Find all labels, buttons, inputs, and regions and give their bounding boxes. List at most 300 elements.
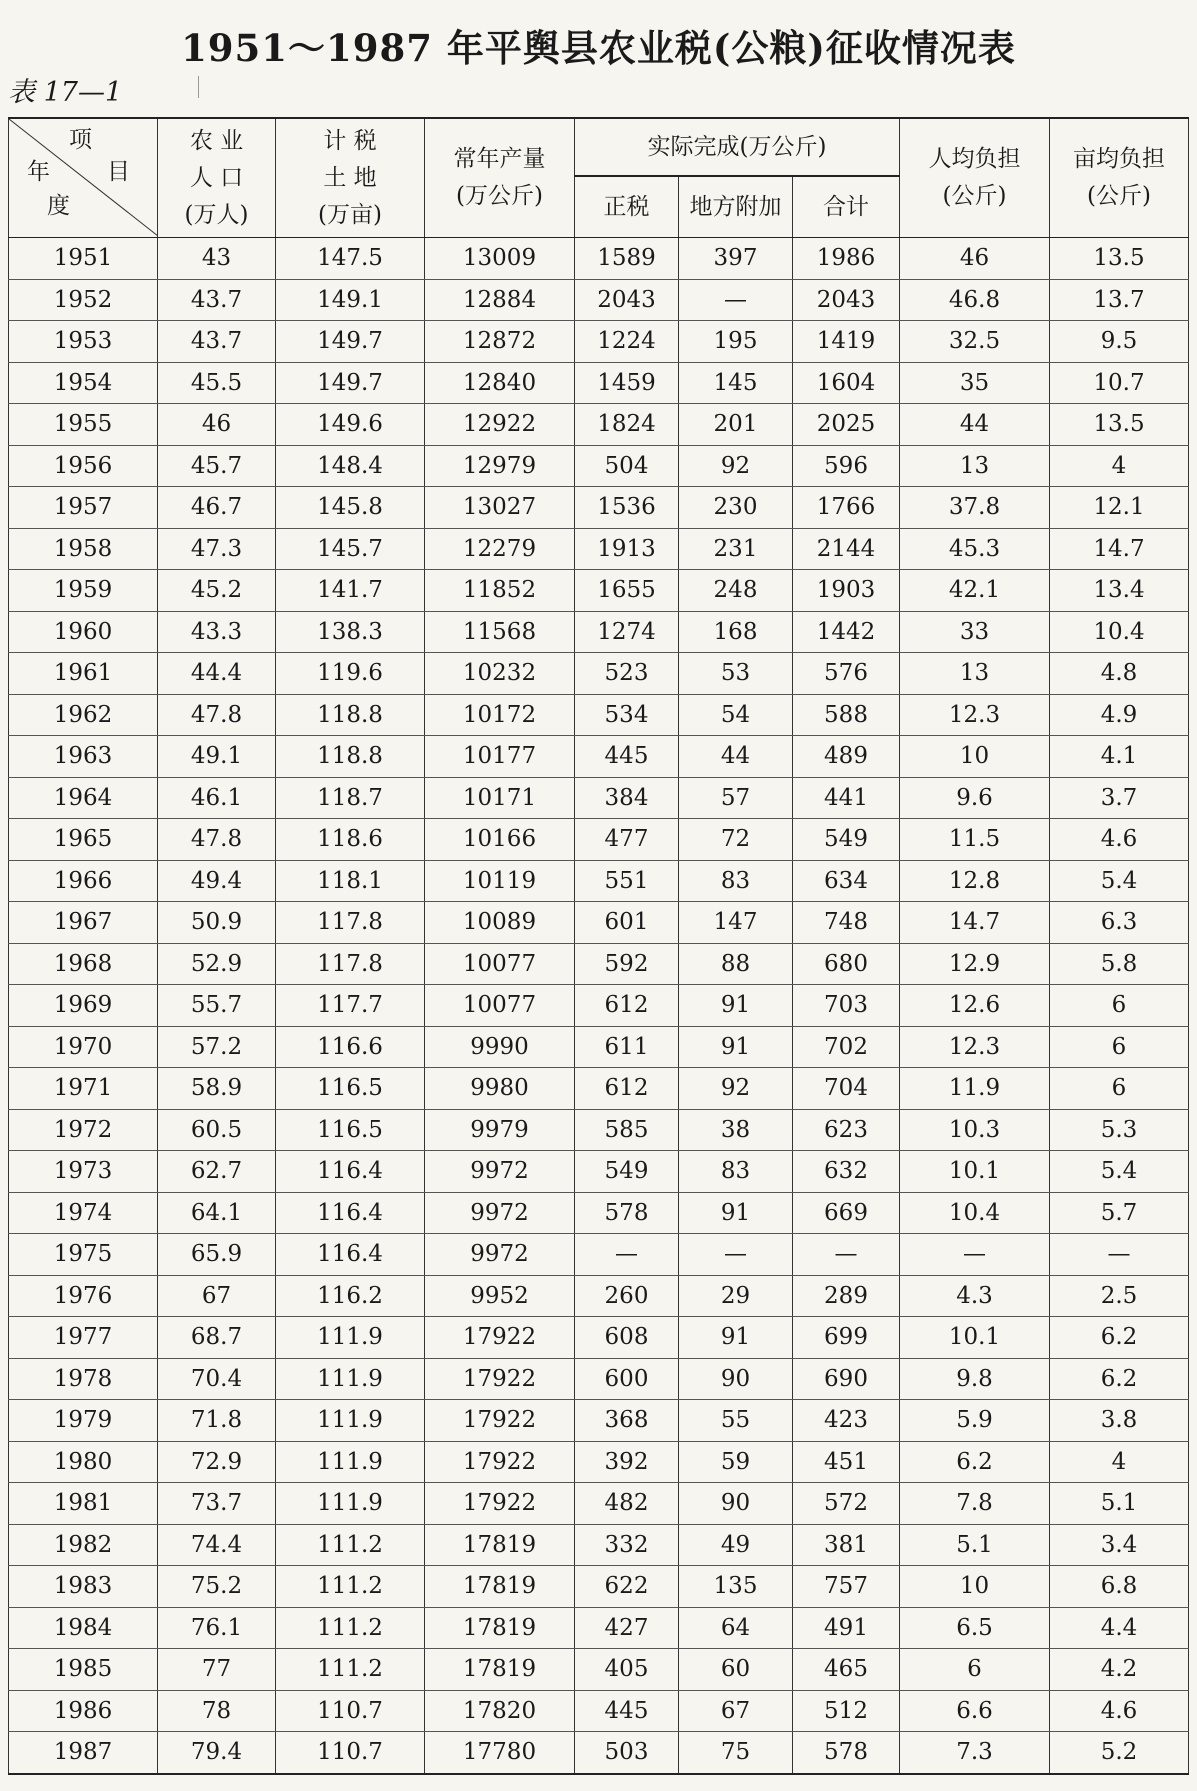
table-row [9,404,1189,446]
cell-per-capita: 45.3 [900,528,1050,570]
cell-total: 1766 [793,487,900,529]
cell-per-capita: 7.8 [900,1483,1050,1525]
cell-taxable-land: 111.9 [276,1400,425,1442]
table-row [9,902,1189,944]
cell-annual-output: 17922 [425,1441,575,1483]
cell-taxable-land: 116.4 [276,1151,425,1193]
cell-total: 381 [793,1524,900,1566]
cell-annual-output: 10232 [425,653,575,695]
header-per-capita-unit: (公斤) [942,183,1007,209]
cell-per-mu: 14.7 [1050,528,1189,570]
cell-per-capita: 46.8 [900,279,1050,321]
cell-per-mu: 3.7 [1050,777,1189,819]
table-row [9,985,1189,1027]
table-row [9,819,1189,861]
cell-main-tax: 585 [575,1109,679,1151]
cell-annual-output: 9979 [425,1109,575,1151]
header-per-capita-line1: 人均负担 [928,146,1021,172]
cell-local-surcharge: 88 [679,943,793,985]
cell-local-surcharge: 248 [679,570,793,612]
cell-year: 1977 [9,1317,158,1359]
cell-local-surcharge: 83 [679,860,793,902]
cell-main-tax: 523 [575,653,679,695]
cell-year: 1965 [9,819,158,861]
table-row [9,1068,1189,1110]
cell-local-surcharge: 59 [679,1441,793,1483]
cell-annual-output: 10077 [425,985,575,1027]
cell-year: 1971 [9,1068,158,1110]
cell-annual-output: 9980 [425,1068,575,1110]
cell-year: 1975 [9,1234,158,1276]
cell-local-surcharge: 54 [679,694,793,736]
cell-year: 1960 [9,611,158,653]
cell-annual-output: 11568 [425,611,575,653]
cell-taxable-land: 116.5 [276,1109,425,1151]
cell-taxable-land: 111.2 [276,1649,425,1691]
cell-main-tax: 600 [575,1358,679,1400]
cell-annual-output: 12884 [425,279,575,321]
cell-main-tax: 549 [575,1151,679,1193]
cell-main-tax: 1589 [575,238,679,280]
table-row [9,570,1189,612]
cell-taxable-land: 111.2 [276,1524,425,1566]
table-row [9,860,1189,902]
cell-population: 62.7 [158,1151,276,1193]
table-row [9,1358,1189,1400]
cell-per-capita: 10.4 [900,1192,1050,1234]
cell-per-mu: 13.4 [1050,570,1189,612]
cell-population: 71.8 [158,1400,276,1442]
cell-local-surcharge: — [679,1234,793,1276]
cell-local-surcharge: 90 [679,1358,793,1400]
cell-taxable-land: 110.7 [276,1732,425,1774]
cell-total: 512 [793,1690,900,1732]
cell-taxable-land: 118.7 [276,777,425,819]
cell-main-tax: 332 [575,1524,679,1566]
cell-per-capita: 12.9 [900,943,1050,985]
table-row [9,1400,1189,1442]
cell-total: — [793,1234,900,1276]
cell-per-capita: 10 [900,1566,1050,1608]
cell-main-tax: 608 [575,1317,679,1359]
cell-local-surcharge: 397 [679,238,793,280]
cell-local-surcharge: 135 [679,1566,793,1608]
cell-population: 74.4 [158,1524,276,1566]
table-row [9,1441,1189,1483]
cell-taxable-land: 138.3 [276,611,425,653]
cell-population: 50.9 [158,902,276,944]
cell-total: 2025 [793,404,900,446]
cell-total: 704 [793,1068,900,1110]
cell-population: 79.4 [158,1732,276,1774]
cell-main-tax: 427 [575,1607,679,1649]
cell-local-surcharge: 147 [679,902,793,944]
cell-per-mu: 5.8 [1050,943,1189,985]
header-per-capita [900,118,1050,238]
cell-population: 49.4 [158,860,276,902]
cell-year: 1955 [9,404,158,446]
cell-annual-output: 10089 [425,902,575,944]
cell-population: 52.9 [158,943,276,985]
header-total: 合计 [793,176,900,238]
cell-main-tax: — [575,1234,679,1276]
table-row [9,1690,1189,1732]
cell-local-surcharge: 67 [679,1690,793,1732]
cell-per-mu: 6.3 [1050,902,1189,944]
cell-per-capita: 32.5 [900,321,1050,363]
cell-per-mu: 2.5 [1050,1275,1189,1317]
cell-population: 72.9 [158,1441,276,1483]
cell-per-capita: — [900,1234,1050,1276]
cell-per-mu: 4.6 [1050,1690,1189,1732]
cell-taxable-land: 116.2 [276,1275,425,1317]
cell-annual-output: 9952 [425,1275,575,1317]
cell-taxable-land: 111.9 [276,1441,425,1483]
cell-per-mu: 4.2 [1050,1649,1189,1691]
cell-taxable-land: 117.8 [276,902,425,944]
cell-main-tax: 612 [575,1068,679,1110]
cell-per-capita: 10.1 [900,1317,1050,1359]
table-row [9,611,1189,653]
cell-year: 1979 [9,1400,158,1442]
cell-per-mu: 9.5 [1050,321,1189,363]
cell-main-tax: 384 [575,777,679,819]
cell-main-tax: 477 [575,819,679,861]
cell-taxable-land: 111.2 [276,1566,425,1608]
table-row [9,1732,1189,1774]
cell-total: 1604 [793,362,900,404]
cell-total: 289 [793,1275,900,1317]
cell-total: 596 [793,445,900,487]
cell-total: 757 [793,1566,900,1608]
cell-per-capita: 13 [900,653,1050,695]
cell-total: 489 [793,736,900,778]
cell-year: 1974 [9,1192,158,1234]
cell-per-mu: 6 [1050,985,1189,1027]
cell-local-surcharge: 38 [679,1109,793,1151]
corner-header [9,118,158,238]
table-row [9,1566,1189,1608]
cell-total: 588 [793,694,900,736]
cell-annual-output: 12872 [425,321,575,363]
cell-main-tax: 601 [575,902,679,944]
cell-main-tax: 592 [575,943,679,985]
cell-local-surcharge: 91 [679,985,793,1027]
table-row [9,1192,1189,1234]
table-row [9,1151,1189,1193]
table-row [9,279,1189,321]
cell-population: 65.9 [158,1234,276,1276]
cell-per-capita: 46 [900,238,1050,280]
cell-year: 1970 [9,1026,158,1068]
cell-per-mu: 5.1 [1050,1483,1189,1525]
cell-local-surcharge: 90 [679,1483,793,1525]
cell-per-capita: 6.5 [900,1607,1050,1649]
cell-taxable-land: 147.5 [276,238,425,280]
table-row [9,943,1189,985]
tax-table [8,117,1189,1775]
cell-year: 1962 [9,694,158,736]
cell-local-surcharge: 91 [679,1192,793,1234]
cell-year: 1951 [9,238,158,280]
cell-per-capita: 14.7 [900,902,1050,944]
cell-annual-output: 17922 [425,1358,575,1400]
cell-annual-output: 13009 [425,238,575,280]
cell-per-mu: 10.7 [1050,362,1189,404]
cell-taxable-land: 116.4 [276,1192,425,1234]
cell-taxable-land: 116.5 [276,1068,425,1110]
cell-taxable-land: 111.9 [276,1317,425,1359]
cell-population: 47.8 [158,694,276,736]
cell-annual-output: 17819 [425,1649,575,1691]
cell-local-surcharge: 91 [679,1317,793,1359]
cell-total: 748 [793,902,900,944]
cell-year: 1969 [9,985,158,1027]
cell-total: 572 [793,1483,900,1525]
cell-per-mu: 13.5 [1050,238,1189,280]
cell-per-mu: 10.4 [1050,611,1189,653]
table-row [9,1649,1189,1691]
cell-local-surcharge: — [679,279,793,321]
cell-local-surcharge: 44 [679,736,793,778]
cell-total: 634 [793,860,900,902]
cell-local-surcharge: 60 [679,1649,793,1691]
cell-population: 73.7 [158,1483,276,1525]
header-tax: 正税 [575,176,679,238]
cell-total: 699 [793,1317,900,1359]
cell-taxable-land: 118.6 [276,819,425,861]
cell-per-capita: 4.3 [900,1275,1050,1317]
cell-year: 1953 [9,321,158,363]
page-title: 1951～1987 年平舆县农业税(公粮)征收情况表 [181,26,1016,70]
cell-main-tax: 534 [575,694,679,736]
cell-taxable-land: 149.7 [276,362,425,404]
cell-year: 1954 [9,362,158,404]
cell-population: 43.7 [158,321,276,363]
cell-main-tax: 1459 [575,362,679,404]
cell-population: 47.3 [158,528,276,570]
cell-per-capita: 12.6 [900,985,1050,1027]
cell-taxable-land: 117.8 [276,943,425,985]
cell-main-tax: 622 [575,1566,679,1608]
cell-per-mu: — [1050,1234,1189,1276]
cell-taxable-land: 118.8 [276,736,425,778]
cell-population: 46.1 [158,777,276,819]
cell-taxable-land: 110.7 [276,1690,425,1732]
header-land-line1: 计 税 [323,127,377,154]
cell-per-mu: 5.4 [1050,1151,1189,1193]
cell-main-tax: 612 [575,985,679,1027]
cell-total: 623 [793,1109,900,1151]
cell-population: 43.7 [158,279,276,321]
cell-total: 549 [793,819,900,861]
cell-population: 64.1 [158,1192,276,1234]
table-row [9,321,1189,363]
table-row [9,1275,1189,1317]
table-row [9,445,1189,487]
cell-per-capita: 6 [900,1649,1050,1691]
cell-per-capita: 5.9 [900,1400,1050,1442]
corner-row-bot-label: 度 [47,193,70,219]
cell-total: 680 [793,943,900,985]
cell-per-capita: 12.8 [900,860,1050,902]
cell-main-tax: 1655 [575,570,679,612]
cell-per-capita: 10.1 [900,1151,1050,1193]
cell-local-surcharge: 55 [679,1400,793,1442]
cell-year: 1956 [9,445,158,487]
header-land [276,118,425,238]
cell-main-tax: 392 [575,1441,679,1483]
header-population-line1: 农 业 [189,127,244,154]
cell-per-capita: 9.6 [900,777,1050,819]
cell-year: 1980 [9,1441,158,1483]
cell-main-tax: 1274 [575,611,679,653]
cell-annual-output: 12922 [425,404,575,446]
table-row [9,1483,1189,1525]
cell-year: 1978 [9,1358,158,1400]
cell-annual-output: 10177 [425,736,575,778]
cell-per-mu: 6.2 [1050,1358,1189,1400]
cell-per-mu: 4.4 [1050,1607,1189,1649]
header-population-line2: 人 口 [189,164,244,191]
corner-col-label: 目 [107,159,130,185]
cell-per-mu: 5.4 [1050,860,1189,902]
cell-per-mu: 6.2 [1050,1317,1189,1359]
cell-total: 669 [793,1192,900,1234]
cell-annual-output: 12279 [425,528,575,570]
cell-local-surcharge: 29 [679,1275,793,1317]
cell-annual-output: 13027 [425,487,575,529]
cell-main-tax: 503 [575,1732,679,1774]
cell-annual-output: 9990 [425,1026,575,1068]
cell-per-capita: 7.3 [900,1732,1050,1774]
cell-per-capita: 12.3 [900,1026,1050,1068]
cell-local-surcharge: 91 [679,1026,793,1068]
cell-main-tax: 482 [575,1483,679,1525]
cell-total: 703 [793,985,900,1027]
cell-population: 68.7 [158,1317,276,1359]
cell-population: 67 [158,1275,276,1317]
table-label: 表 17—1 [8,77,123,108]
cell-annual-output: 10119 [425,860,575,902]
cell-year: 1967 [9,902,158,944]
cell-population: 47.8 [158,819,276,861]
cell-year: 1987 [9,1732,158,1774]
cell-year: 1952 [9,279,158,321]
cell-main-tax: 1536 [575,487,679,529]
cell-per-capita: 44 [900,404,1050,446]
cell-population: 44.4 [158,653,276,695]
header-population-unit: (万人) [184,201,249,228]
margin-mark [198,76,199,98]
cell-population: 76.1 [158,1607,276,1649]
header-per-mu-line1: 亩均负担 [1073,146,1165,172]
cell-local-surcharge: 57 [679,777,793,819]
cell-annual-output: 12979 [425,445,575,487]
cell-main-tax: 405 [575,1649,679,1691]
cell-annual-output: 12840 [425,362,575,404]
table-row [9,487,1189,529]
cell-per-mu: 4.8 [1050,653,1189,695]
table-header [9,118,1189,238]
cell-taxable-land: 116.6 [276,1026,425,1068]
cell-local-surcharge: 92 [679,445,793,487]
header-per-mu [1050,118,1189,238]
cell-local-surcharge: 195 [679,321,793,363]
cell-total: 1442 [793,611,900,653]
cell-population: 58.9 [158,1068,276,1110]
cell-year: 1976 [9,1275,158,1317]
cell-taxable-land: 141.7 [276,570,425,612]
cell-population: 46.7 [158,487,276,529]
cell-per-capita: 35 [900,362,1050,404]
cell-main-tax: 611 [575,1026,679,1068]
cell-taxable-land: 116.4 [276,1234,425,1276]
cell-population: 43.3 [158,611,276,653]
header-land-unit: (万亩) [318,201,382,228]
table-row [9,1317,1189,1359]
cell-year: 1959 [9,570,158,612]
cell-per-mu: 13.7 [1050,279,1189,321]
cell-year: 1966 [9,860,158,902]
cell-year: 1958 [9,528,158,570]
cell-main-tax: 260 [575,1275,679,1317]
table-row [9,528,1189,570]
corner-row-top-label: 年 [27,159,50,185]
cell-taxable-land: 117.7 [276,985,425,1027]
cell-taxable-land: 118.1 [276,860,425,902]
cell-taxable-land: 118.8 [276,694,425,736]
cell-per-mu: 3.8 [1050,1400,1189,1442]
cell-population: 55.7 [158,985,276,1027]
corner-item-label: 项 [69,127,92,153]
cell-per-capita: 10 [900,736,1050,778]
cell-annual-output: 17922 [425,1317,575,1359]
header-actual: 实际完成(万公斤) [575,118,900,176]
cell-total: 423 [793,1400,900,1442]
cell-population: 60.5 [158,1109,276,1151]
cell-local-surcharge: 53 [679,653,793,695]
table-row [9,1524,1189,1566]
cell-year: 1984 [9,1607,158,1649]
cell-year: 1961 [9,653,158,695]
cell-total: 1903 [793,570,900,612]
table-row [9,362,1189,404]
cell-population: 45.5 [158,362,276,404]
cell-total: 576 [793,653,900,695]
cell-total: 441 [793,777,900,819]
header-local-surcharge: 地方附加 [679,176,793,238]
cell-total: 1986 [793,238,900,280]
cell-population: 57.2 [158,1026,276,1068]
cell-taxable-land: 111.2 [276,1607,425,1649]
cell-per-capita: 11.5 [900,819,1050,861]
cell-population: 45.2 [158,570,276,612]
cell-total: 491 [793,1607,900,1649]
cell-local-surcharge: 75 [679,1732,793,1774]
cell-taxable-land: 145.8 [276,487,425,529]
cell-main-tax: 368 [575,1400,679,1442]
cell-per-mu: 4.6 [1050,819,1189,861]
cell-population: 75.2 [158,1566,276,1608]
cell-total: 451 [793,1441,900,1483]
cell-population: 43 [158,238,276,280]
cell-taxable-land: 111.9 [276,1358,425,1400]
cell-per-mu: 6.8 [1050,1566,1189,1608]
cell-annual-output: 17922 [425,1483,575,1525]
cell-population: 70.4 [158,1358,276,1400]
header-output-line1: 常年产量 [453,146,546,172]
